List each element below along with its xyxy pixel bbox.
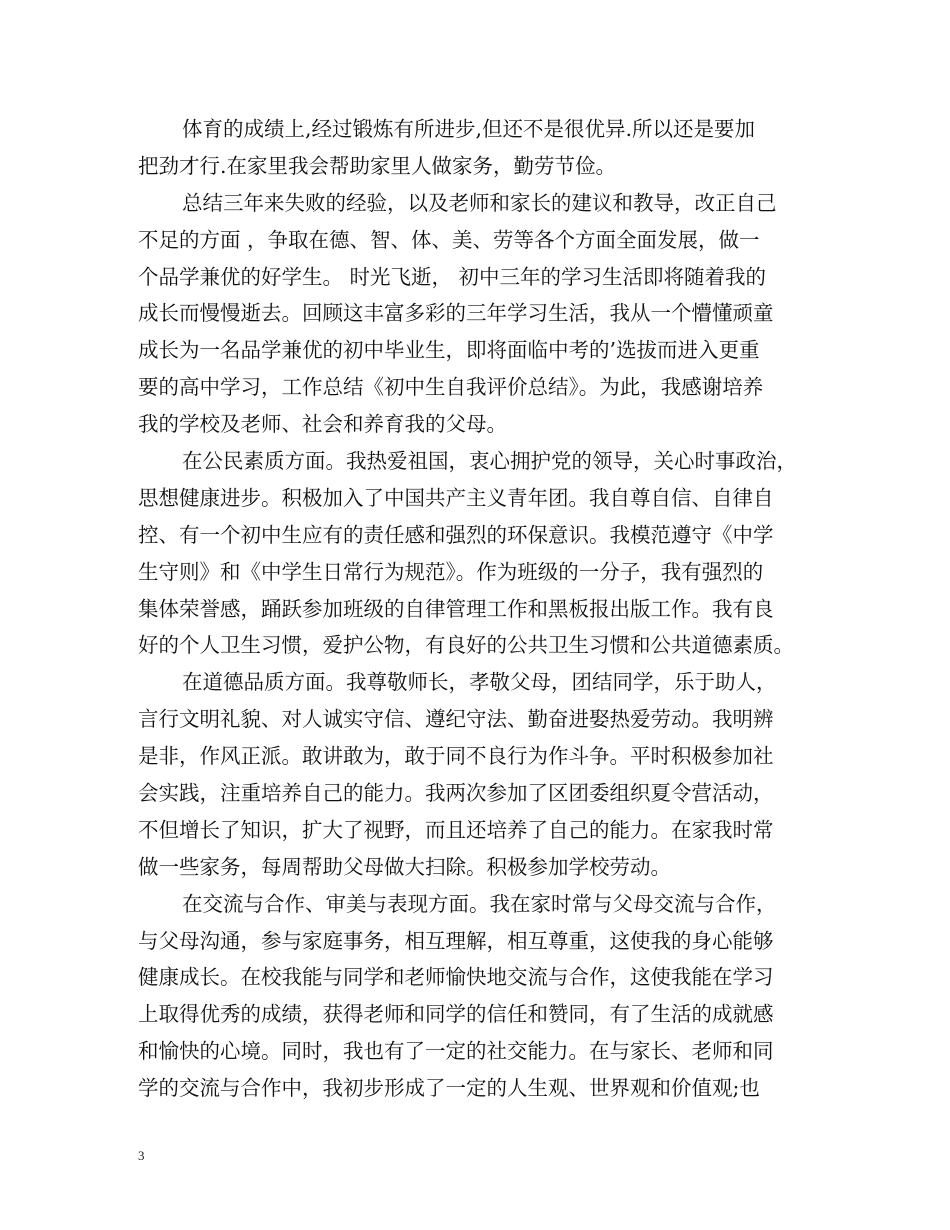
- document-body: [138, 111, 818, 1107]
- text-line: 在交流与合作、审美与表现方面。我在家时常与父母交流与合作，: [182, 891, 777, 916]
- text-line: 生守则》和《中学生日常行为规范》。作为班级的一分子，我有强烈的: [138, 559, 764, 584]
- text-line: 不但增长了知识，扩大了视野，而且还培养了自己的能力。在家我时常: [138, 817, 774, 842]
- text-line: 做一些家务，每周帮助父母做大扫除。积极参加学校劳动。: [138, 854, 671, 879]
- text-line: 个品学兼优的好学生。 时光飞逝， 初中三年的学习生活即将随着我的: [138, 264, 767, 289]
- text-line: 集体荣誉感，踊跃参加班级的自律管理工作和黑板报出版工作。我有良: [138, 596, 774, 621]
- text-line: 成长为一名品学兼优的初中毕业生，即将面临中考的’选拔而进入更重: [138, 338, 760, 363]
- text-line: 会实践，注重培养自己的能力。我两次参加了区团委组织夏令营活动，: [138, 781, 774, 806]
- text-line: 成长而慢慢逝去。回顾这丰富多彩的三年学习生活，我从一个懵懂顽童: [138, 301, 774, 326]
- text-line: 要的高中学习，工作总结《初中生自我评价总结》。为此，我感谢培养: [138, 375, 764, 400]
- text-line: 在公民素质方面。我热爱祖国，衷心拥护党的领导，关心时事政治，: [182, 449, 797, 474]
- text-line: 学的交流与合作中，我初步形成了一定的人生观、世界观和价值观;也: [138, 1076, 760, 1101]
- text-line: 控、有一个初中生应有的责任感和强烈的环保意识。我模范遵守《中学: [138, 522, 774, 547]
- text-line: 不足的方面 ，争取在德、智、体、美、劳等各个方面全面发展，做一: [138, 227, 760, 252]
- text-line: 健康成长。在校我能与同学和老师愉快地交流与合作，这使我能在学习: [138, 965, 774, 990]
- text-line: 总结三年来失败的经验，以及老师和家长的建议和教导，改正自己: [182, 190, 777, 215]
- text-line: 上取得优秀的成绩，获得老师和同学的信任和赞同，有了生活的成就感: [138, 1002, 774, 1027]
- page-number: 3: [138, 1148, 145, 1163]
- text-line: 我的学校及老师、社会和养育我的父母。: [138, 412, 507, 437]
- text-line: 是非，作风正派。敢讲敢为，敢于同不良行为作斗争。平时积极参加社: [138, 744, 774, 769]
- text-line: 与父母沟通，参与家庭事务，相互理解，相互尊重，这使我的身心能够: [138, 928, 774, 953]
- text-line: 好的个人卫生习惯，爱护公物，有良好的公共卫生习惯和公共道德素质。: [138, 633, 794, 658]
- text-line: 在道德品质方面。我尊敬师长，孝敬父母，团结同学，乐于助人，: [182, 670, 777, 695]
- text-line: 把劲才行.在家里我会帮助家里人做家务，勤劳节俭。: [138, 153, 617, 178]
- text-line: 体育的成绩上,经过锻炼有所进步,但还不是很优异.所以还是要加: [182, 117, 756, 141]
- text-line: 和愉快的心境。同时，我也有了一定的社交能力。在与家长、老师和同: [138, 1039, 774, 1064]
- text-line: 言行文明礼貌、对人诚实守信、遵纪守法、勤奋进娶热爱劳动。我明辨: [138, 707, 774, 732]
- text-line: 思想健康进步。积极加入了中国共产主义青年团。我自尊自信、自律自: [138, 485, 774, 510]
